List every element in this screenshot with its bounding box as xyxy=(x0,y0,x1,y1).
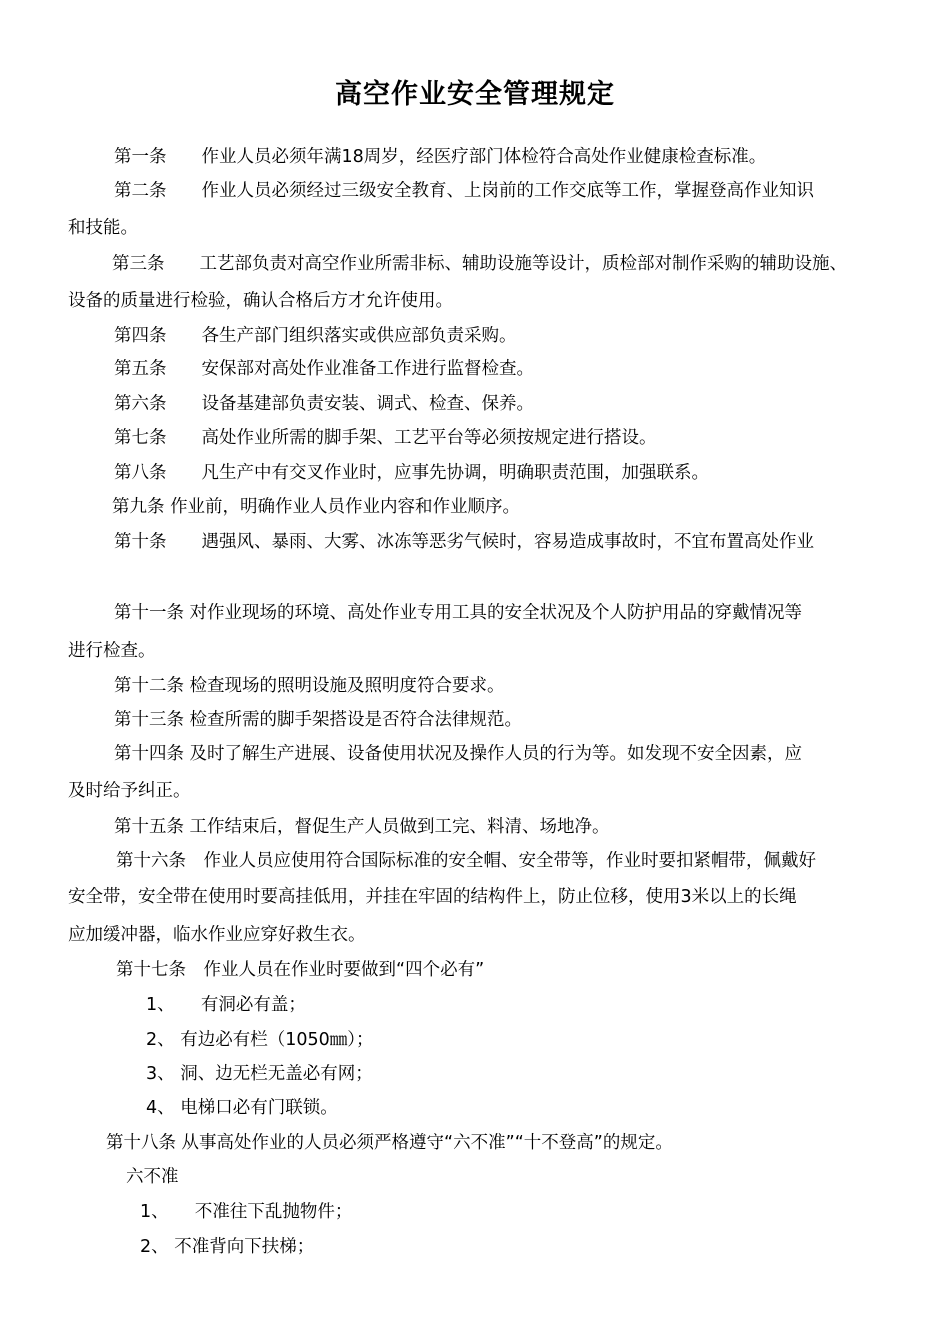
article-6-line: 第六条 设备基建部负责安装、调式、检查、保养。 xyxy=(114,394,534,414)
article-2-line: 第二条 作业人员必须经过三级安全教育、上岗前的工作交底等工作，掌握登高作业知识 xyxy=(114,181,814,201)
article-2-continuation: 和技能。 xyxy=(68,218,138,238)
article-11-line: 第十一条 对作业现场的环境、高处作业专用工具的安全状况及个人防护用品的穿戴情况等 xyxy=(114,603,803,623)
article-4-line: 第四条 各生产部门组织落实或供应部负责采购。 xyxy=(114,326,517,346)
article-12-line: 第十二条 检查现场的照明设施及照明度符合要求。 xyxy=(114,676,505,696)
article-10-line: 第十条 遇强风、暴雨、大雾、冰冻等恶劣气候时，容易造成事故时，不宜布置高处作业 xyxy=(114,532,814,552)
article-1-line: 第一条 作业人员必须年满18周岁，经医疗部门体检符合高处作业健康检查标准。 xyxy=(114,147,767,167)
article-3-line: 第三条 工艺部负责对高空作业所需非标、辅助设施等设计，质检部对制作采购的辅助设施、 xyxy=(112,254,847,274)
article-17-line: 第十七条 作业人员在作业时要做到“四个必有” xyxy=(116,960,485,980)
article-16-continuation-2: 应加缓冲器，临水作业应穿好救生衣。 xyxy=(68,925,366,945)
article-18-line: 第十八条 从事高处作业的人员必须严格遵守“六不准”“十不登高”的规定。 xyxy=(106,1133,673,1153)
list-item-3: 3、 洞、边无栏无盖必有网； xyxy=(146,1064,373,1084)
article-13-line: 第十三条 检查所需的脚手架搭设是否符合法律规范。 xyxy=(114,710,523,730)
article-8-line: 第八条 凡生产中有交叉作业时，应事先协调，明确职责范围，加强联系。 xyxy=(114,463,709,483)
article-16-line: 第十六条 作业人员应使用符合国际标准的安全帽、安全带等，作业时要扣紧帽带，佩戴好 xyxy=(116,851,816,871)
article-3-continuation: 设备的质量进行检验，确认合格后方才允许使用。 xyxy=(68,291,453,311)
article-14-line: 第十四条 及时了解生产进展、设备使用状况及操作人员的行为等。如发现不安全因素，应 xyxy=(114,744,803,764)
subheading-six-prohibitions: 六不准 xyxy=(126,1167,179,1187)
article-11-continuation: 进行检查。 xyxy=(68,641,156,661)
article-16-continuation-1: 安全带，安全带在使用时要高挂低用，并挂在牢固的结构件上，防止位移，使用3米以上的长绳 xyxy=(68,887,797,907)
prohibition-item-1: 1、 不准往下乱抛物件； xyxy=(140,1202,353,1222)
list-item-4: 4、 电梯口必有门联锁。 xyxy=(146,1098,338,1118)
document-title: 高空作业安全管理规定 xyxy=(335,79,615,110)
article-15-line: 第十五条 工作结束后，督促生产人员做到工完、料清、场地净。 xyxy=(114,817,610,837)
article-9-line: 第九条 作业前，明确作业人员作业内容和作业顺序。 xyxy=(112,497,521,517)
article-14-continuation: 及时给予纠正。 xyxy=(68,781,191,801)
list-item-2: 2、 有边必有栏（1050㎜）； xyxy=(146,1030,374,1050)
list-item-1: 1、 有洞必有盖； xyxy=(146,995,306,1015)
article-7-line: 第七条 高处作业所需的脚手架、工艺平台等必须按规定进行搭设。 xyxy=(114,428,657,448)
prohibition-item-2: 2、 不准背向下扶梯； xyxy=(140,1237,315,1257)
article-5-line: 第五条 安保部对高处作业准备工作进行监督检查。 xyxy=(114,359,534,379)
